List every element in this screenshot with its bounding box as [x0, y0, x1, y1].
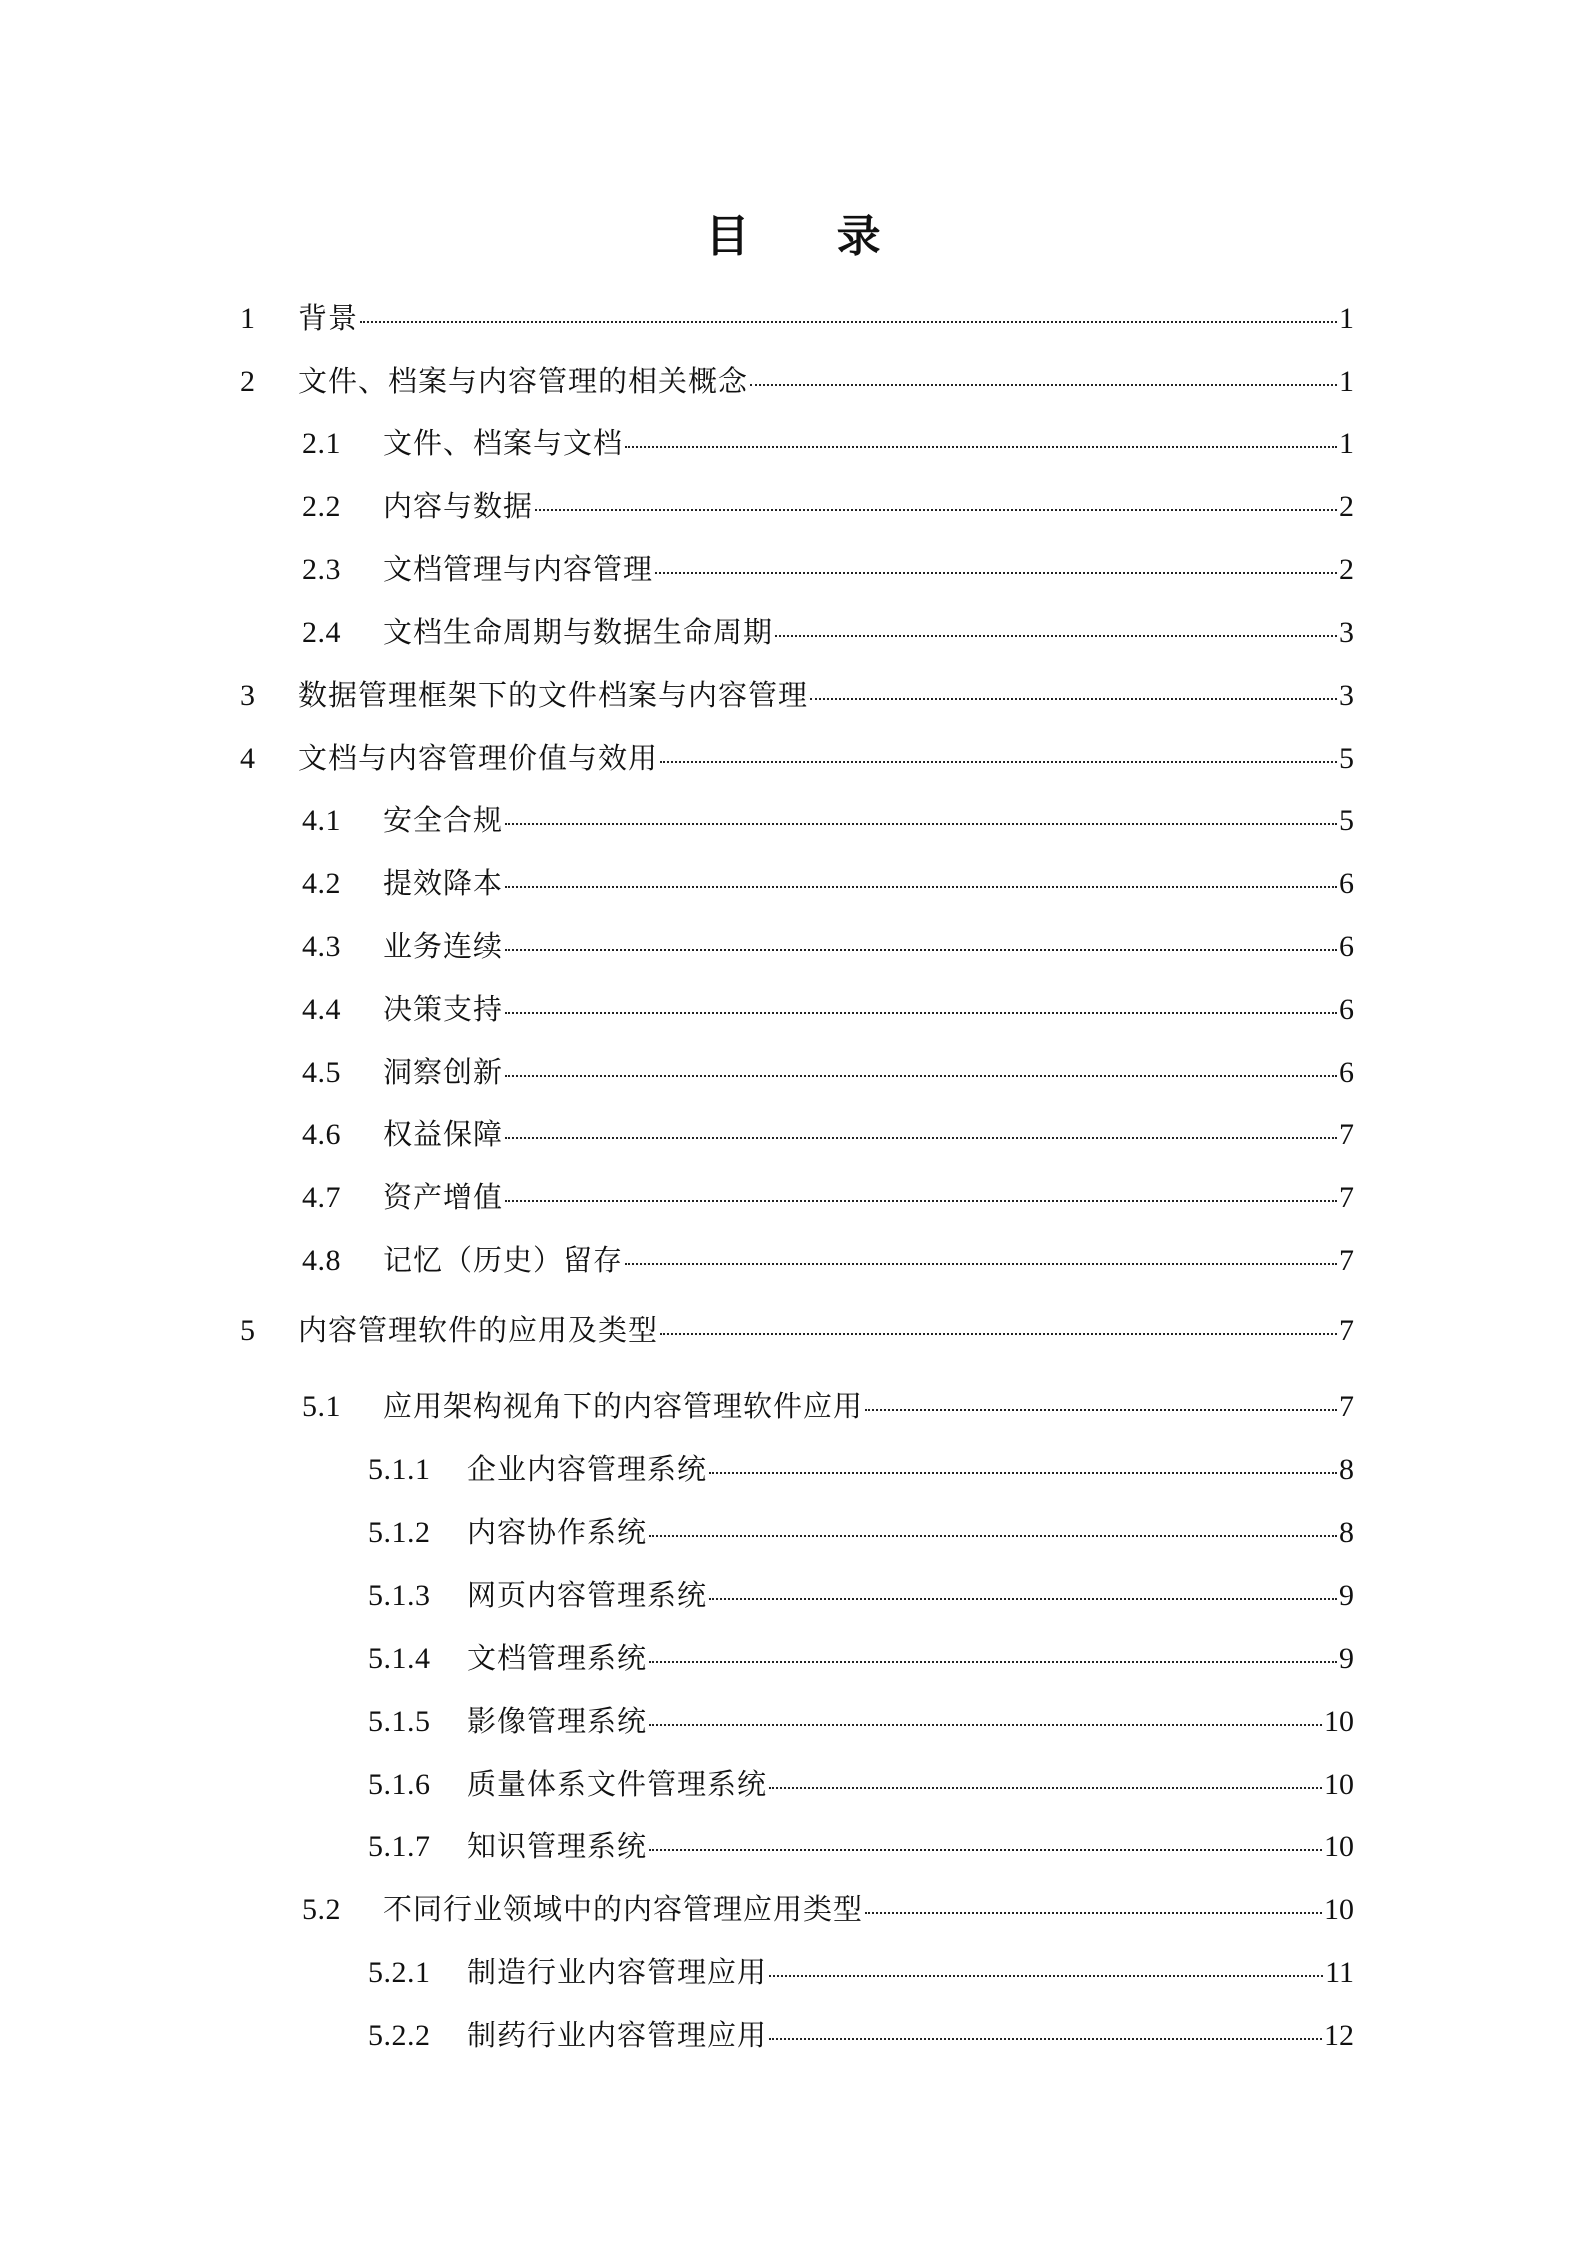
toc-leader-dots	[775, 635, 1337, 637]
toc-entry[interactable]	[302, 989, 1354, 1029]
toc-entry-number: 2.4	[302, 616, 341, 649]
toc-entry-label: 文件、档案与文档	[383, 426, 624, 460]
toc-entry-number: 5.2	[302, 1893, 341, 1926]
toc-entry[interactable]	[368, 1701, 1354, 1741]
toc-leader-dots	[865, 1912, 1322, 1914]
toc-leader-dots	[535, 509, 1337, 511]
toc-entry-label: 内容与数据	[383, 489, 534, 523]
toc-entry-number: 4.1	[302, 804, 341, 837]
toc-entry[interactable]	[368, 1826, 1354, 1866]
toc-entry-page-number: 10	[1324, 1768, 1354, 1801]
toc-leader-dots	[505, 886, 1337, 888]
toc-entry-label: 权益保障	[383, 1117, 504, 1151]
toc-leader-dots	[709, 1598, 1337, 1600]
toc-entry-number: 5.1.7	[368, 1830, 431, 1863]
toc-entry-page-number: 3	[1339, 679, 1354, 712]
toc-entry-number: 4.2	[302, 867, 341, 900]
toc-entry-number: 1	[240, 302, 256, 335]
toc-entry-number: 5.2.1	[368, 1956, 431, 1989]
toc-entry-label: 质量体系文件管理系统	[467, 1767, 768, 1801]
toc-entry-page-number: 2	[1339, 553, 1354, 586]
toc-entry-page-number: 7	[1339, 1244, 1354, 1277]
toc-entry-label: 内容管理软件的应用及类型	[298, 1313, 659, 1347]
toc-entry[interactable]	[368, 2015, 1354, 2055]
toc-entry[interactable]	[302, 800, 1354, 840]
toc-entry[interactable]	[302, 549, 1354, 589]
toc-entry[interactable]	[368, 1512, 1354, 1552]
toc-entry[interactable]	[368, 1638, 1354, 1678]
toc-entry-number: 2.3	[302, 553, 341, 586]
toc-entry-label: 数据管理框架下的文件档案与内容管理	[298, 678, 809, 712]
toc-leader-dots	[505, 1012, 1337, 1014]
toc-entry-label: 知识管理系统	[467, 1829, 648, 1863]
toc-entry-number: 5	[240, 1314, 256, 1347]
toc-entry-label: 文档管理与内容管理	[383, 552, 654, 586]
toc-entry-page-number: 12	[1324, 2019, 1354, 2052]
toc-entry-page-number: 7	[1339, 1118, 1354, 1151]
toc-leader-dots	[505, 1137, 1337, 1139]
toc-entry[interactable]	[302, 926, 1354, 966]
toc-entry[interactable]	[368, 1764, 1354, 1804]
toc-entry[interactable]	[302, 1386, 1354, 1426]
toc-entry-number: 5.1.5	[368, 1705, 431, 1738]
toc-leader-dots	[625, 1263, 1337, 1265]
toc-entry[interactable]	[302, 863, 1354, 903]
toc-entry-label: 制药行业内容管理应用	[467, 2018, 768, 2052]
toc-entry-label: 背景	[298, 301, 359, 335]
toc-entry-page-number: 10	[1324, 1893, 1354, 1926]
toc-entry[interactable]	[240, 361, 1354, 401]
toc-leader-dots	[709, 1472, 1337, 1474]
toc-entry-label: 文件、档案与内容管理的相关概念	[298, 364, 749, 398]
toc-entry-page-number: 7	[1339, 1314, 1354, 1347]
toc-entry-label: 网页内容管理系统	[467, 1578, 708, 1612]
toc-entry[interactable]	[302, 1889, 1354, 1929]
toc-entry-number: 5.1.1	[368, 1453, 431, 1486]
toc-entry-number: 5.1.2	[368, 1516, 431, 1549]
toc-leader-dots	[660, 1333, 1337, 1335]
toc-entry[interactable]	[368, 1575, 1354, 1615]
toc-entry-label: 企业内容管理系统	[467, 1452, 708, 1486]
toc-entry-page-number: 9	[1339, 1579, 1354, 1612]
toc-entry-page-number: 9	[1339, 1642, 1354, 1675]
toc-entry-number: 5.1	[302, 1390, 341, 1423]
toc-entry-number: 4.5	[302, 1056, 341, 1089]
toc-entry-label: 不同行业领域中的内容管理应用类型	[383, 1892, 864, 1926]
toc-entry-number: 4.3	[302, 930, 341, 963]
toc-entry-number: 4	[240, 742, 256, 775]
toc-entry-number: 4.4	[302, 993, 341, 1026]
toc-leader-dots	[505, 1075, 1337, 1077]
toc-entry-page-number: 7	[1339, 1390, 1354, 1423]
toc-entry-page-number: 7	[1339, 1181, 1354, 1214]
toc-entry-number: 4.7	[302, 1181, 341, 1214]
toc-entry-page-number: 6	[1339, 867, 1354, 900]
toc-entry[interactable]	[302, 1177, 1354, 1217]
toc-entry-number: 2.1	[302, 427, 341, 460]
toc-leader-dots	[769, 1787, 1322, 1789]
toc-entry-label: 决策支持	[383, 992, 504, 1026]
toc-leader-dots	[810, 698, 1337, 700]
toc-entry-number: 3	[240, 679, 256, 712]
toc-leader-dots	[649, 1661, 1337, 1663]
toc-leader-dots	[625, 446, 1337, 448]
toc-entry-label: 文档与内容管理价值与效用	[298, 741, 659, 775]
toc-entry-number: 4.6	[302, 1118, 341, 1151]
toc-entry-label: 洞察创新	[383, 1055, 504, 1089]
toc-entry-label: 文档管理系统	[467, 1641, 648, 1675]
toc-leader-dots	[660, 761, 1337, 763]
toc-entry-page-number: 8	[1339, 1453, 1354, 1486]
toc-entry-page-number: 5	[1339, 742, 1354, 775]
toc-entry[interactable]	[302, 612, 1354, 652]
toc-leader-dots	[505, 823, 1337, 825]
toc-leader-dots	[865, 1409, 1337, 1411]
toc-entry-page-number: 6	[1339, 1056, 1354, 1089]
toc-leader-dots	[505, 949, 1337, 951]
toc-entry[interactable]	[368, 1952, 1354, 1992]
toc-leader-dots	[750, 384, 1337, 386]
toc-leader-dots	[360, 321, 1337, 323]
toc-entry-number: 5.1.3	[368, 1579, 431, 1612]
toc-entry-page-number: 2	[1339, 490, 1354, 523]
toc-entry[interactable]	[302, 1114, 1354, 1154]
toc-entry-label: 资产增值	[383, 1180, 504, 1214]
toc-entry-label: 文档生命周期与数据生命周期	[383, 615, 774, 649]
toc-leader-dots	[655, 572, 1337, 574]
toc-entry-page-number: 10	[1324, 1830, 1354, 1863]
toc-entry-label: 内容协作系统	[467, 1515, 648, 1549]
toc-entry-label: 记忆（历史）留存	[383, 1243, 624, 1277]
toc-entry-number: 4.8	[302, 1244, 341, 1277]
toc-entry-label: 影像管理系统	[467, 1704, 648, 1738]
toc-title: 目 录	[705, 211, 917, 262]
toc-entry-page-number: 6	[1339, 930, 1354, 963]
toc-leader-dots	[505, 1200, 1337, 1202]
toc-entry[interactable]	[240, 738, 1354, 778]
toc-entry-label: 安全合规	[383, 803, 504, 837]
toc-leader-dots	[769, 1975, 1323, 1977]
toc-entry-number: 5.2.2	[368, 2019, 431, 2052]
toc-entry-number: 5.1.6	[368, 1768, 431, 1801]
toc-entry[interactable]	[302, 1052, 1354, 1092]
toc-entry-number: 2.2	[302, 490, 341, 523]
toc-entry-page-number: 6	[1339, 993, 1354, 1026]
toc-entry-page-number: 5	[1339, 804, 1354, 837]
toc-entry-label: 业务连续	[383, 929, 504, 963]
toc-leader-dots	[649, 1724, 1322, 1726]
toc-entry-page-number: 1	[1339, 427, 1354, 460]
toc-entry[interactable]	[240, 298, 1354, 338]
toc-entry-page-number: 11	[1325, 1956, 1354, 1989]
toc-leader-dots	[769, 2038, 1322, 2040]
toc-entry-number: 2	[240, 365, 256, 398]
toc-entry-page-number: 1	[1339, 365, 1354, 398]
toc-entry[interactable]	[240, 1310, 1354, 1350]
toc-entry-page-number: 10	[1324, 1705, 1354, 1738]
toc-leader-dots	[649, 1849, 1322, 1851]
toc-entry-label: 提效降本	[383, 866, 504, 900]
toc-entry-label: 应用架构视角下的内容管理软件应用	[383, 1389, 864, 1423]
toc-entry[interactable]	[240, 675, 1354, 715]
toc-entry[interactable]	[302, 486, 1354, 526]
toc-entry-page-number: 1	[1339, 302, 1354, 335]
toc-entry[interactable]	[302, 423, 1354, 463]
toc-entry-page-number: 8	[1339, 1516, 1354, 1549]
toc-entry[interactable]	[302, 1240, 1354, 1280]
toc-entry-number: 5.1.4	[368, 1642, 431, 1675]
toc-entry-label: 制造行业内容管理应用	[467, 1955, 768, 1989]
toc-entry[interactable]	[368, 1449, 1354, 1489]
toc-leader-dots	[649, 1535, 1337, 1537]
toc-entry-page-number: 3	[1339, 616, 1354, 649]
